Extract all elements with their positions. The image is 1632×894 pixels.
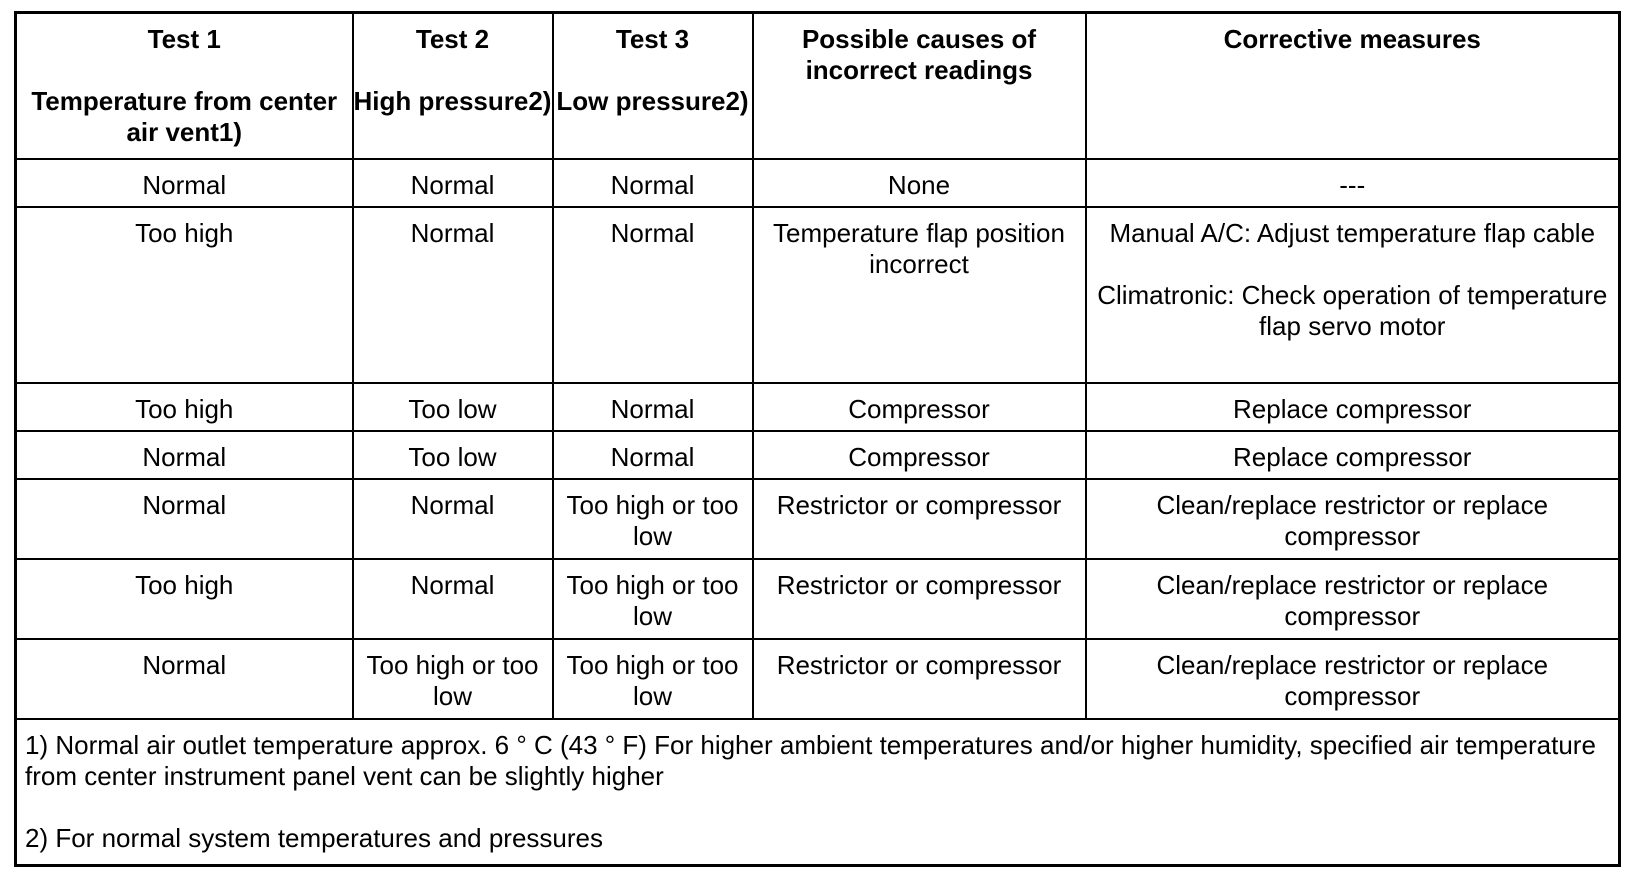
cell-test3: Normal xyxy=(553,431,753,479)
cell-cause: Restrictor or compressor xyxy=(753,559,1086,639)
header-subtitle: Temperature from center air vent1) xyxy=(31,86,338,147)
measure-text-climatronic: Climatronic: Check operation of temperature flap servo motor xyxy=(1097,279,1608,341)
cell-test1: Normal xyxy=(16,639,353,719)
table-header-row xyxy=(16,13,1620,159)
cell-test1: Normal xyxy=(16,431,353,479)
column-header-causes xyxy=(753,13,1086,159)
cell-test2: Normal xyxy=(353,207,553,383)
header-title: Test 3 xyxy=(615,24,690,54)
cell-measure: Clean/replace restrictor or replace compressor xyxy=(1086,639,1620,719)
cell-cause: None xyxy=(753,159,1086,207)
header-title: Test 2 xyxy=(415,24,490,54)
footnote-1: 1) Normal air outlet temperature approx. 6 ° C (43 ° F) For higher ambient temperatures and/or higher humidity, specified air temperature from center instrument panel vent can be slightly higher xyxy=(25,729,1596,791)
footnotes xyxy=(16,719,1620,866)
header-title: Possible causes of incorrect readings xyxy=(801,24,1037,85)
table-row xyxy=(16,207,1620,383)
header-subtitle: Low pressure2) xyxy=(556,86,749,116)
cell-measure: Replace compressor xyxy=(1086,383,1620,431)
cell-measure: --- xyxy=(1086,159,1620,207)
column-header-measures xyxy=(1086,13,1620,159)
cell-test1: Normal xyxy=(16,479,353,559)
notes-row xyxy=(16,719,1620,866)
cell-test1: Too high xyxy=(16,559,353,639)
cell-test3: Too high or too low xyxy=(553,559,753,639)
column-header-test1 xyxy=(16,13,353,159)
cell-cause: Restrictor or compressor xyxy=(753,639,1086,719)
table-row xyxy=(16,431,1620,479)
cell-cause: Compressor xyxy=(753,431,1086,479)
header-title: Test 1 xyxy=(147,24,221,54)
cell-test3: Normal xyxy=(553,383,753,431)
cell-test2: Too low xyxy=(353,431,553,479)
cell-cause: Compressor xyxy=(753,383,1086,431)
cell-test3: Normal xyxy=(553,159,753,207)
cell-test2: Too low xyxy=(353,383,553,431)
table-row xyxy=(16,559,1620,639)
cell-test2: Normal xyxy=(353,159,553,207)
measure-text-manual: Manual A/C: Adjust temperature flap cable xyxy=(1109,217,1596,248)
footnote-2: 2) For normal system temperatures and pressures xyxy=(25,822,603,853)
cell-cause: Restrictor or compressor xyxy=(753,479,1086,559)
cell-test2: Normal xyxy=(353,479,553,559)
column-header-test3 xyxy=(553,13,753,159)
cell-test2: Normal xyxy=(353,559,553,639)
column-header-test2 xyxy=(353,13,553,159)
cell-test1: Too high xyxy=(16,383,353,431)
cell-measure: Replace compressor xyxy=(1086,431,1620,479)
cell-measure: Clean/replace restrictor or replace compressor xyxy=(1086,479,1620,559)
table-row xyxy=(16,479,1620,559)
cell-cause: Temperature flap position incorrect xyxy=(753,207,1086,383)
cell-measure: Clean/replace restrictor or replace compressor xyxy=(1086,559,1620,639)
table-row xyxy=(16,159,1620,207)
header-subtitle: High pressure2) xyxy=(353,86,552,116)
cell-test1: Too high xyxy=(16,207,353,383)
table-row xyxy=(16,383,1620,431)
cell-test2: Too high or too low xyxy=(353,639,553,719)
cell-test3: Too high or too low xyxy=(553,479,753,559)
cell-measure xyxy=(1086,207,1620,383)
cell-test1: Normal xyxy=(16,159,353,207)
table-row xyxy=(16,639,1620,719)
cell-test3: Too high or too low xyxy=(553,639,753,719)
diagnostic-table xyxy=(14,11,1621,867)
header-title: Corrective measures xyxy=(1223,24,1481,54)
cell-test3: Normal xyxy=(553,207,753,383)
